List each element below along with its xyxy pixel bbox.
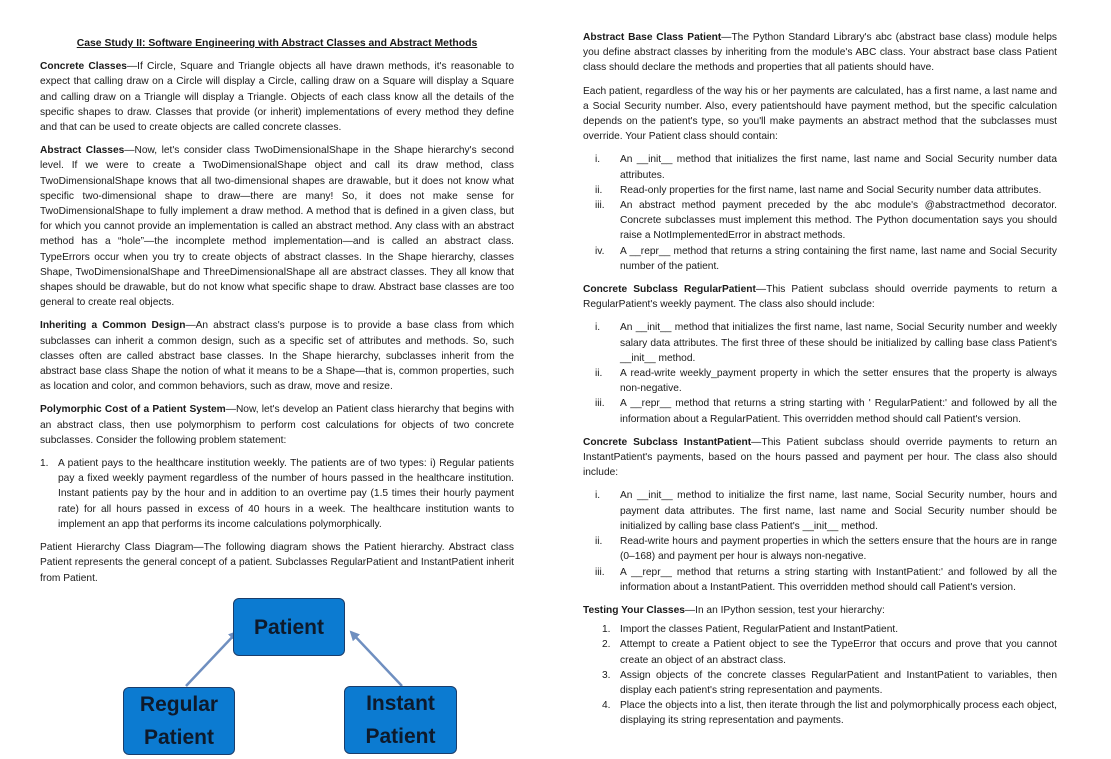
- text-testing: —In an IPython session, test your hierarchy:: [684, 604, 885, 616]
- list-item-text: An __init__ method that initializes the first name, last name and Social Security number data attributes.: [620, 154, 1057, 181]
- list-item-text: Place the objects into a list, then iterate through the list and polymorphically process each object, displaying its string representation and payments.: [620, 700, 1057, 727]
- instant-box-line1: Instant: [366, 692, 435, 715]
- list-marker: i.: [595, 154, 601, 166]
- paragraph-patient-contents: Each patient, regardless of the way his or her payments are calculated, has a first name, a last name and a Social Security number. Also, every patientshould have payment method, but the specific calculation depends on the patient's type, so you'll make payments an abstract method that the subclasses must override. Your Patient class should contain:: [583, 85, 1057, 143]
- list-item: [583, 152, 1057, 182]
- list-item-text: Read-write hours and payment properties in which the setters ensure that the hours are in range (0–168) and payment per hour is always non-negative.: [620, 536, 1057, 563]
- list-item-text: A __repr__ method that returns a string starting with InstantPatient:' and followed by all the information about a InstantPatient. This overridden method should call Patient's version.: [620, 566, 1057, 593]
- paragraph-abstract-classes: [40, 143, 514, 310]
- list-item-text: A __repr__ method that returns a string containing the first name, last name and Social Security number of the patient.: [620, 245, 1057, 272]
- heading-abstract-classes: Abstract Classes: [40, 145, 125, 157]
- list-item: [583, 320, 1057, 366]
- list-item: [583, 668, 1057, 698]
- list-item-text: Assign objects of the concrete classes RegularPatient and InstantPatient to variables, then display each patient's string representation and payments.: [620, 669, 1057, 696]
- list-item-text: Import the classes Patient, RegularPatient and InstantPatient.: [620, 624, 899, 636]
- arrow-instant-to-patient: [351, 632, 402, 686]
- list-marker: 1.: [40, 458, 49, 470]
- instant-patient-box: [344, 686, 457, 754]
- regular-box-line2: Patient: [143, 726, 214, 749]
- patient-class-requirements: [583, 152, 1057, 274]
- list-marker: 1.: [602, 624, 611, 636]
- text-concrete-classes: —If Circle, Square and Triangle objects all have drawn methods, it's reasonable to expect that calling draw on a Circle will display a Circle, calling draw on a Square will display a Square and calling draw on a Triangle will display a Triangle. Objects of each class know all the details of the specific shapes to draw. Classes that provide (or inherit) implementations of every method they define and that can be used to create objects are called concrete classes.: [40, 61, 514, 134]
- paragraph-inheriting: [40, 318, 514, 394]
- paragraph-diagram-intro: Patient Hierarchy Class Diagram—The following diagram shows the Patient hierarchy. Abstract class Patient represents the general concept of a patient. Subclasses RegularPatient and InstantPatient inherit from Patient.: [40, 542, 514, 584]
- problem-statement-list: [40, 456, 514, 532]
- list-marker: 3.: [602, 669, 611, 681]
- list-item: [583, 396, 1057, 426]
- page-title: Case Study II: Software Engineering with Abstract Classes and Abstract Methods: [76, 38, 478, 49]
- patient-box: [233, 598, 345, 656]
- list-item-text: An __init__ method to initialize the first name, last name, Social Security number, hours and payment data attributes. The first name, last name and Social Security number should be initialized by calling base class Patient's __init__ method.: [620, 490, 1057, 532]
- text-regular-patient: —This Patient subclass should override payments to return a RegularPatient's weekly payment. The class also should include:: [583, 284, 1057, 311]
- regular-patient-requirements: [583, 320, 1057, 426]
- list-item: [583, 622, 1057, 637]
- heading-testing: Testing Your Classes: [583, 604, 685, 616]
- left-column: [40, 0, 514, 586]
- patient-class-diagram: [120, 596, 460, 756]
- list-item: [40, 456, 514, 532]
- list-item: [583, 488, 1057, 534]
- list-item-text: A __repr__ method that returns a string starting with ' RegularPatient:' and followed by all the information about a RegularPatient. This overridden method should call Patient's version.: [620, 398, 1057, 425]
- text-abstract-classes: —Now, let's consider class TwoDimensionalShape in the Shape hierarchy's second level. If we were to create a TwoDimensionalShape object and call its draw method, class TwoDimensionalShape knows that all two-dimensional shapes are drawable, but it does not know what specific two-dimensional shape to draw—there are many! So, it does not make sense for TwoDimensionalShape to fully implement a draw method. A method that is defined in a given class, but for which you cannot provide an implementation is called an abstract method. Any class with an abstract method has a “hole”—the incomplete method implementation—and is called an abstract class. TypeErrors occur when you try to create objects of abstract classes. In the Shape hierarchy, classes Shape, TwoDimensionalShape and ThreeDimensionalShape all are abstract classes. They all know that shapes should be drawable, but do not know what specific shape to draw. Abstract base classes are too general to create real objects.: [40, 145, 514, 309]
- list-marker: ii.: [595, 368, 603, 380]
- list-item: [583, 366, 1057, 396]
- heading-polymorphic: Polymorphic Cost of a Patient System: [40, 404, 226, 416]
- list-marker: iv.: [595, 245, 605, 257]
- paragraph-polymorphic: [40, 402, 514, 448]
- text-instant-patient: —This Patient subclass should override payments to return an InstantPatient's payments, based on the hours passed and payment per hour. The class also should include:: [583, 436, 1057, 479]
- list-item: [583, 565, 1057, 595]
- heading-inheriting: Inheriting a Common Design: [40, 320, 186, 332]
- list-marker: ii.: [595, 536, 603, 548]
- heading-instant-patient: Concrete Subclass InstantPatient: [583, 436, 752, 448]
- testing-steps: [583, 622, 1057, 728]
- right-column: [583, 30, 1057, 729]
- paragraph-regular-patient: [583, 282, 1057, 312]
- list-item: [583, 698, 1057, 728]
- list-item: [583, 637, 1057, 667]
- heading-concrete-classes: Concrete Classes: [40, 61, 127, 73]
- list-marker: iii.: [595, 398, 605, 410]
- list-item: [583, 198, 1057, 244]
- list-item: [583, 534, 1057, 564]
- list-marker: 4.: [602, 700, 611, 712]
- heading-regular-patient: Concrete Subclass RegularPatient: [583, 284, 756, 296]
- instant-box-line2: Patient: [365, 725, 436, 748]
- list-item-text: A read-write weekly_payment property in which the setter ensures that the property is always non-negative.: [620, 368, 1057, 395]
- instant-patient-requirements: [583, 488, 1057, 594]
- patient-box-label: Patient: [253, 615, 324, 639]
- paragraph-testing: [583, 603, 1057, 618]
- regular-patient-box: [123, 687, 235, 755]
- list-marker: i.: [595, 490, 601, 502]
- list-item-text: Read-only properties for the first name, last name and Social Security number data attributes.: [620, 184, 1042, 196]
- list-item: [583, 183, 1057, 198]
- list-marker: 2.: [602, 639, 611, 651]
- text-inheriting: —An abstract class's purpose is to provide a base class from which subclasses can inherit a common design, such as a specific set of attributes and methods. So, such classes often are called abstract base classes. In the Shape hierarchy, subclasses inherit from the abstract base class Shape the notion of what it means to be a Shape—that is, common properties, such as location and color, and common behaviors, such as draw, move and resize.: [40, 320, 514, 393]
- list-marker: i.: [595, 322, 601, 334]
- list-item: [583, 244, 1057, 274]
- list-item-text: An abstract method payment preceded by the abc module's @abstractmethod decorator. Concrete subclasses must implement this method. The Python documentation says you should raise a NotImplementedError in abstract methods.: [620, 200, 1057, 242]
- list-item-text: An __init__ method that initializes the first name, last name, Social Security number and weekly salary data attributes. The first three of these should be initialized by calling base class Patient's __init__ method.: [620, 322, 1057, 364]
- paragraph-concrete-classes: [40, 59, 514, 135]
- paragraph-abstract-base-class: [583, 30, 1057, 76]
- text-abstract-base-class: —The Python Standard Library's abc (abstract base class) module helps you define abstract classes by inheriting from the module's ABC class. Your abstract base class Patient class should declare the methods and properties that all patients should have.: [583, 32, 1057, 74]
- list-marker: ii.: [595, 184, 603, 196]
- list-item-text: A patient pays to the healthcare institution weekly. The patients are of two types: i) Regular patients pay a fixed weekly payment regardless of the number of hours passed in the healthcare institution. Instant patients pay by the hour and in addition to an overtime pay (1.5 times their hourly payment rate) for all hours passed in excess of 40 hours in a week. The healthcare institution wants to implement an app that performs its income calculations polymorphically.: [58, 458, 514, 530]
- heading-abstract-base-class: Abstract Base Class Patient: [583, 32, 722, 43]
- regular-box-line1: Regular: [139, 693, 219, 716]
- arrow-regular-to-patient: [186, 632, 237, 686]
- text-polymorphic: —Now, let's develop an Patient class hierarchy that begins with an abstract class, then use polymorphism to perform cost calculations for objects of two concrete subclasses. Consider the following problem statement:: [40, 404, 514, 446]
- list-marker: iii.: [595, 200, 605, 212]
- list-marker: iii.: [595, 566, 605, 578]
- list-item-text: Attempt to create a Patient object to see the TypeError that occurs and prove that you cannot create an object of an abstract class.: [620, 639, 1057, 666]
- paragraph-instant-patient: [583, 435, 1057, 481]
